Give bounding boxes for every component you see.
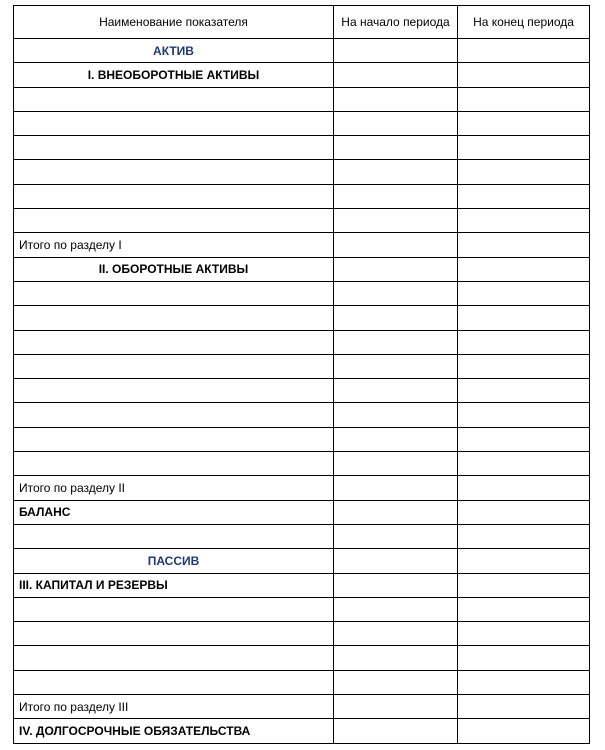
subtotal-label: Итого по разделу I	[14, 233, 334, 257]
indicator-cell[interactable]	[14, 111, 334, 135]
table-row	[14, 500, 590, 524]
table-row	[14, 427, 590, 451]
indicator-cell[interactable]	[14, 452, 334, 476]
period-start-value-cell[interactable]	[334, 549, 458, 573]
period-start-value-cell[interactable]	[334, 524, 458, 548]
indicator-cell[interactable]	[14, 379, 334, 403]
table-row	[14, 184, 590, 208]
column-header-period-end: На конец периода	[458, 6, 590, 39]
period-start-value-cell[interactable]	[334, 452, 458, 476]
period-end-value-cell[interactable]	[458, 597, 590, 621]
table-row	[14, 524, 590, 548]
period-end-value-cell[interactable]	[458, 695, 590, 719]
table-row	[14, 646, 590, 670]
table-row	[14, 136, 590, 160]
group-heading: IV. ДОЛГОСРОЧНЫЕ ОБЯЗАТЕЛЬСТВА	[14, 719, 334, 743]
indicator-cell[interactable]	[14, 354, 334, 378]
indicator-cell[interactable]	[14, 622, 334, 646]
period-end-value-cell[interactable]	[458, 379, 590, 403]
period-start-value-cell[interactable]	[334, 403, 458, 427]
indicator-cell[interactable]	[14, 184, 334, 208]
indicator-cell[interactable]	[14, 136, 334, 160]
group-heading: I. ВНЕОБОРОТНЫЕ АКТИВЫ	[14, 63, 334, 87]
table-row	[14, 281, 590, 305]
period-start-value-cell[interactable]	[334, 306, 458, 330]
period-end-value-cell[interactable]	[458, 549, 590, 573]
period-end-value-cell[interactable]	[458, 63, 590, 87]
table-row	[14, 209, 590, 233]
table-row	[14, 695, 590, 719]
balance-sheet-form	[13, 5, 590, 744]
period-start-value-cell[interactable]	[334, 622, 458, 646]
indicator-cell[interactable]	[14, 306, 334, 330]
table-row	[14, 597, 590, 621]
indicator-cell[interactable]	[14, 209, 334, 233]
period-end-value-cell[interactable]	[458, 306, 590, 330]
period-end-value-cell[interactable]	[458, 136, 590, 160]
table-row	[14, 403, 590, 427]
period-end-value-cell[interactable]	[458, 670, 590, 694]
period-start-value-cell[interactable]	[334, 281, 458, 305]
period-start-value-cell[interactable]	[334, 573, 458, 597]
period-start-value-cell[interactable]	[334, 330, 458, 354]
indicator-cell[interactable]	[14, 427, 334, 451]
period-end-value-cell[interactable]	[458, 500, 590, 524]
period-end-value-cell[interactable]	[458, 573, 590, 597]
indicator-cell[interactable]	[14, 524, 334, 548]
period-start-value-cell[interactable]	[334, 184, 458, 208]
period-start-value-cell[interactable]	[334, 379, 458, 403]
subtotal-label: Итого по разделу III	[14, 695, 334, 719]
period-end-value-cell[interactable]	[458, 257, 590, 281]
subtotal-label: Итого по разделу II	[14, 476, 334, 500]
section-heading: ПАССИВ	[14, 549, 334, 573]
balance-table-body	[14, 39, 590, 744]
table-row	[14, 670, 590, 694]
period-end-value-cell[interactable]	[458, 719, 590, 743]
period-end-value-cell[interactable]	[458, 233, 590, 257]
period-end-value-cell[interactable]	[458, 427, 590, 451]
period-start-value-cell[interactable]	[334, 500, 458, 524]
table-row	[14, 63, 590, 87]
period-start-value-cell[interactable]	[334, 111, 458, 135]
period-start-value-cell[interactable]	[334, 160, 458, 184]
table-row	[14, 306, 590, 330]
period-end-value-cell[interactable]	[458, 209, 590, 233]
period-start-value-cell[interactable]	[334, 39, 458, 63]
table-row	[14, 719, 590, 743]
group-heading: III. КАПИТАЛ И РЕЗЕРВЫ	[14, 573, 334, 597]
group-heading: II. ОБОРОТНЫЕ АКТИВЫ	[14, 257, 334, 281]
period-end-value-cell[interactable]	[458, 160, 590, 184]
table-row	[14, 379, 590, 403]
indicator-cell[interactable]	[14, 597, 334, 621]
indicator-cell[interactable]	[14, 160, 334, 184]
table-row	[14, 39, 590, 63]
period-end-value-cell[interactable]	[458, 622, 590, 646]
period-end-value-cell[interactable]	[458, 354, 590, 378]
period-start-value-cell[interactable]	[334, 719, 458, 743]
table-row	[14, 476, 590, 500]
period-end-value-cell[interactable]	[458, 452, 590, 476]
indicator-cell[interactable]	[14, 281, 334, 305]
indicator-cell[interactable]	[14, 646, 334, 670]
table-header-row	[14, 6, 590, 39]
period-end-value-cell[interactable]	[458, 646, 590, 670]
period-start-value-cell[interactable]	[334, 646, 458, 670]
table-row	[14, 233, 590, 257]
table-row	[14, 452, 590, 476]
balance-table	[13, 5, 590, 744]
period-start-value-cell[interactable]	[334, 257, 458, 281]
period-start-value-cell[interactable]	[334, 427, 458, 451]
section-heading: АКТИВ	[14, 39, 334, 63]
period-end-value-cell[interactable]	[458, 524, 590, 548]
indicator-cell[interactable]	[14, 670, 334, 694]
period-end-value-cell[interactable]	[458, 403, 590, 427]
column-header-period-start: На начало периода	[334, 6, 458, 39]
balance-total-label: БАЛАНС	[14, 500, 334, 524]
table-row	[14, 622, 590, 646]
period-start-value-cell[interactable]	[334, 136, 458, 160]
period-end-value-cell[interactable]	[458, 39, 590, 63]
indicator-cell[interactable]	[14, 330, 334, 354]
period-start-value-cell[interactable]	[334, 670, 458, 694]
table-row	[14, 87, 590, 111]
table-row	[14, 330, 590, 354]
table-row	[14, 354, 590, 378]
period-end-value-cell[interactable]	[458, 111, 590, 135]
period-start-value-cell[interactable]	[334, 233, 458, 257]
period-start-value-cell[interactable]	[334, 209, 458, 233]
table-row	[14, 573, 590, 597]
period-start-value-cell[interactable]	[334, 597, 458, 621]
period-start-value-cell[interactable]	[334, 354, 458, 378]
period-end-value-cell[interactable]	[458, 281, 590, 305]
period-start-value-cell[interactable]	[334, 476, 458, 500]
period-start-value-cell[interactable]	[334, 87, 458, 111]
indicator-cell[interactable]	[14, 403, 334, 427]
period-end-value-cell[interactable]	[458, 330, 590, 354]
period-start-value-cell[interactable]	[334, 695, 458, 719]
table-row	[14, 549, 590, 573]
period-end-value-cell[interactable]	[458, 87, 590, 111]
period-start-value-cell[interactable]	[334, 63, 458, 87]
period-end-value-cell[interactable]	[458, 476, 590, 500]
table-row	[14, 111, 590, 135]
table-row	[14, 257, 590, 281]
column-header-indicator: Наименование показателя	[14, 6, 334, 39]
indicator-cell[interactable]	[14, 87, 334, 111]
period-end-value-cell[interactable]	[458, 184, 590, 208]
table-row	[14, 160, 590, 184]
